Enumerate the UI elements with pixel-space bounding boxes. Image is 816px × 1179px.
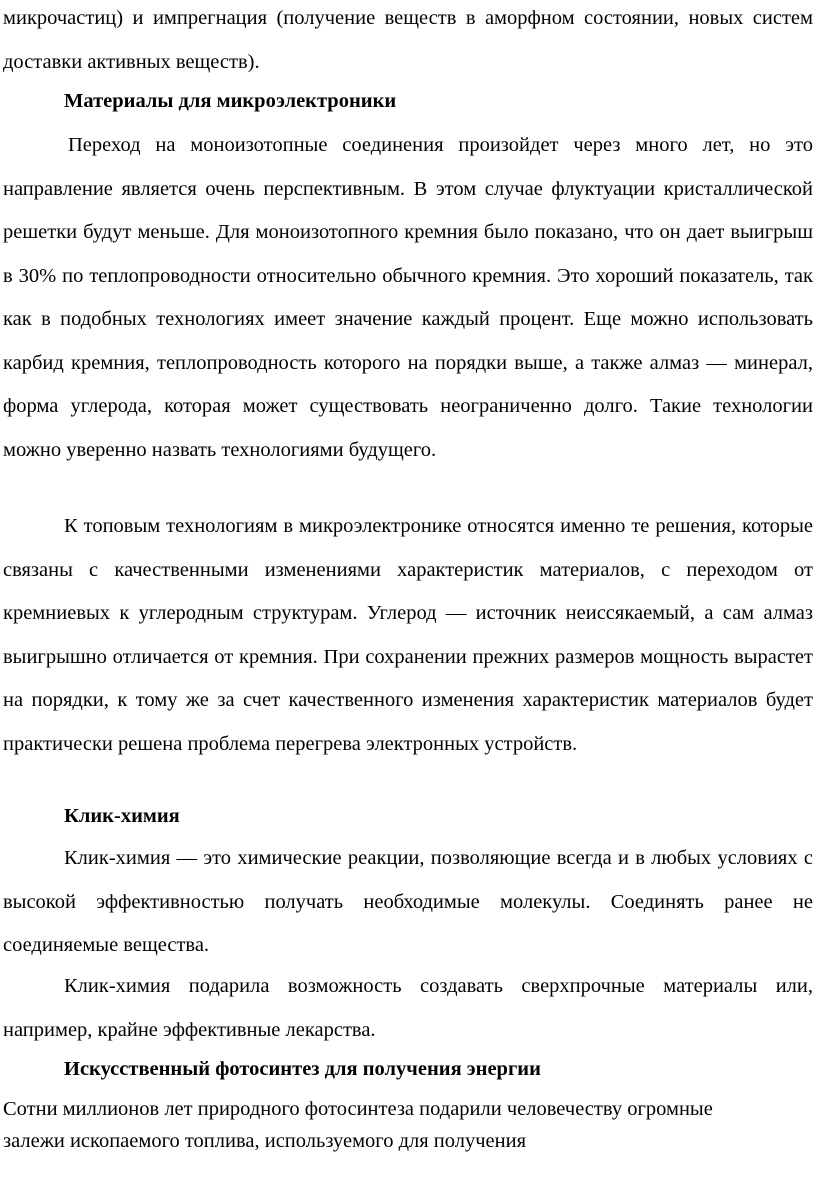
heading-artificial-photosynthesis: Искусственный фотосинтез для получения энергии [64, 1058, 541, 1080]
heading-microelectronics: Материалы для микроэлектроники [64, 90, 397, 112]
paragraph-click-chemistry-definition: Клик-химия — это химические реакции, позволяющие всегда и в любых условиях с высокой эффективностью получать необходимые молекулы. Соединять ранее не соединяемые вещества. [3, 847, 813, 956]
paragraph-top-technologies: К топовым технологиям в микроэлектронике относятся именно те решения, которые связаны с качественными изменениями характеристик материалов, с переходом от кремниевых к углеродным структурам. Углерод — источник неиссякаемый, а сам алмаз выигрышно отличается от кремния. При сохранении прежних размеров мощность вырастет на порядки, к тому же за счет качественного изменения характеристик материалов будет практически решена проблема перегрева электронных устройств. [3, 515, 813, 755]
intro-paragraph: микрочастиц) и импрегнация (получение веществ в аморфном состоянии, новых систем доставки активных веществ). [3, 7, 813, 73]
heading-click-chemistry: Клик-химия [64, 805, 180, 827]
paragraph-monoisotopic: Переход на моноизотопные соединения произойдет через много лет, но это направление является очень перспективным. В этом случае флуктуации кристаллической решетки будут меньше. Для моноизотопного кремния было показано, что он дает выигрыш в 30% по теплопроводности относительно обычного кремния. Это хороший показатель, так как в подобных технологиях имеет значение каждый процент. Еще можно использовать карбид кремния, теплопроводность которого на порядки выше, а также алмаз — минерал, форма углерода, которая может существовать неограниченно долго. Такие технологии можно уверенно назвать технологиями будущего. [3, 134, 813, 461]
paragraph-click-chemistry-applications: Клик-химия подарила возможность создавать сверхпрочные материалы или, например, крайне эффективные лекарства. [3, 975, 813, 1041]
paragraph-photosynthesis: Сотни миллионов лет природного фотосинтеза подарили человечеству огромные залежи ископаемого топлива, используемого для получения [3, 1098, 713, 1152]
